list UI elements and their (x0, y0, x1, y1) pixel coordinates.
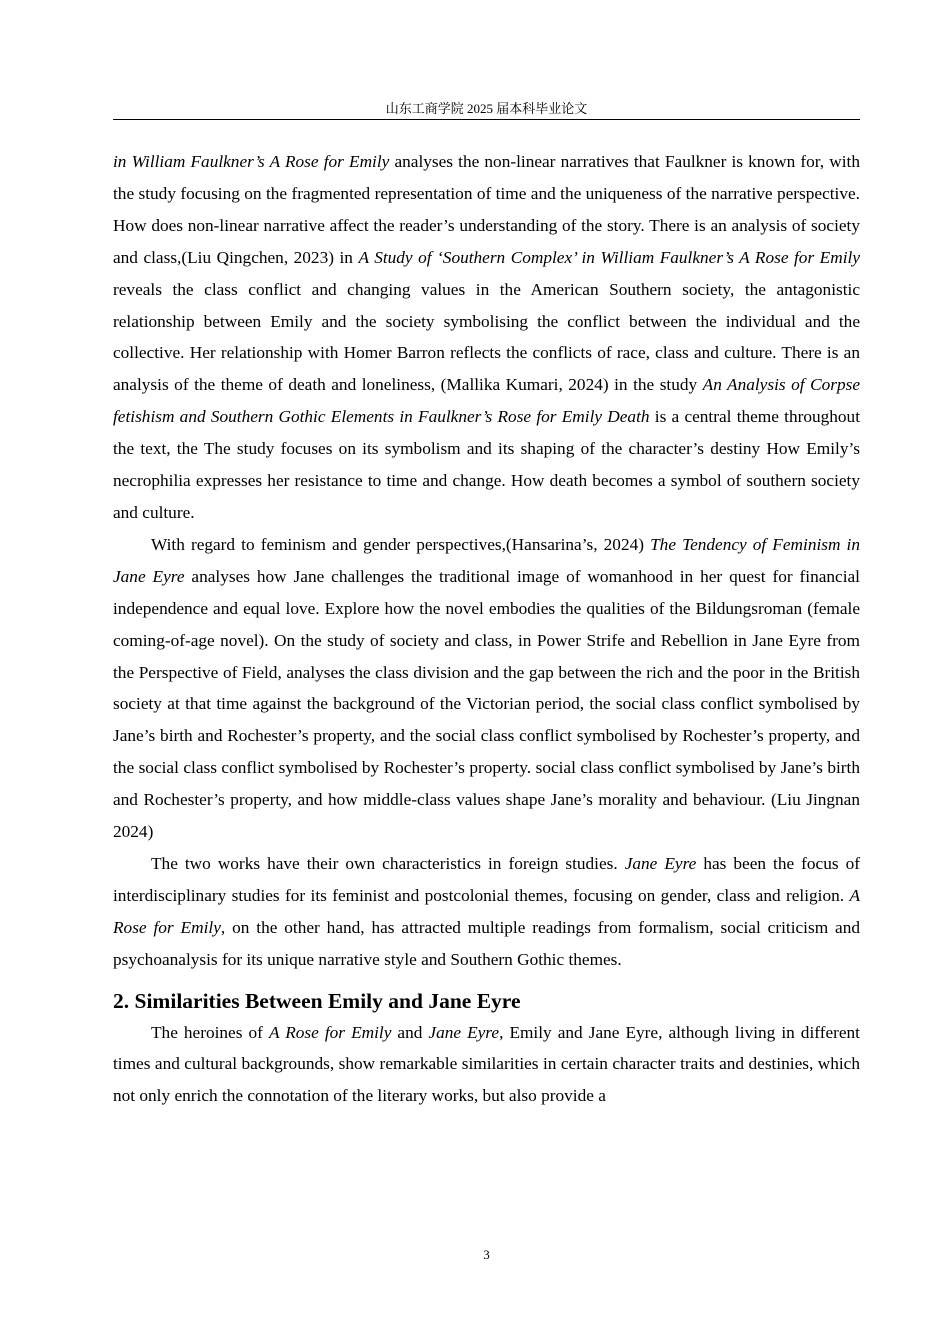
italic-title-run: The Tendency of Feminism in Jane Eyre (113, 534, 860, 586)
italic-title-run: A Rose for Emily (113, 885, 860, 937)
paragraph-1 (113, 146, 860, 529)
italic-title-run: An Analysis of Corpse fetishism and Southern Gothic Elements in Faulkner’s Rose for Emily Death (113, 375, 860, 427)
text-run: The heroines of (151, 1022, 269, 1042)
italic-title-run: in William Faulkner’s A Rose for Emily (113, 152, 390, 171)
italic-title-run: Jane Eyre (624, 853, 697, 873)
text-run: With regard to feminism and gender perspectives,(Hansarina’s, 2024) (151, 534, 651, 554)
paragraph-3 (113, 848, 860, 976)
text-run: analyses the non-linear narratives that Faulkner is known for, with the study focusing on the fragmented representation of time and the uniqueness of the narrative perspective. How does non-linear narrative affect the reader’s understanding of the story. There is an analysis of society and class,(Liu Qingchen, 2023) in (113, 152, 860, 267)
text-run: analyses how Jane challenges the traditional image of womanhood in her quest for financial independence and equal love. Explore how the novel embodies the qualities of the Bildungsroman (female coming-of-age novel). On the study of society and class, in Power Strife and Rebellion in Jane Eyre from the Perspective of Field, analyses the class division and the gap between the rich and the poor in the British society at that time against the background of the Victorian period, the social class conflict symbolised by Jane’s birth and Rochester’s property, and the social class conflict symbolised by Rochester’s property, and the social class conflict symbolised by Rochester’s property. social class conflict symbolised by Jane’s birth and Rochester’s property, and how middle-class values shape Jane’s morality and behaviour. (Liu Jingnan 2024) (113, 566, 860, 842)
running-header: 山东工商学院 2025 届本科毕业论文 (385, 101, 588, 116)
section-heading: 2. Similarities Between Emily and Jane Eyre (113, 988, 521, 1013)
italic-title-run: A Study of ‘Southern Complex’ in William Faulkner’s A Rose for Emily (358, 247, 860, 267)
section-paragraph-1 (113, 1017, 860, 1113)
text-run: reveals the class conflict and changing values in the American Southern society, the antagonistic relationship between Emily and the society symbolising the conflict between the individual and the collective. Her relationship with Homer Barron reflects the conflicts of race, class and culture. There is an analysis of the theme of death and loneliness, (Mallika Kumari, 2024) in the study (113, 279, 860, 395)
text-run: is a central theme throughout the text, the The study focuses on its symbolism and its shaping of the character’s destiny How Emily’s necrophilia expresses her resistance to time and change. How death becomes a symbol of southern society and culture. (113, 407, 860, 522)
text-run: and (391, 1022, 429, 1042)
page-number: 3 (483, 1247, 490, 1262)
body-text (113, 146, 860, 1112)
text-run: , on the other hand, has attracted multiple readings from formalism, social criticism and psychoanalysis for its unique narrative style and Southern Gothic themes. (113, 917, 860, 969)
header-rule (113, 119, 860, 120)
italic-title-run: Jane Eyre (428, 1022, 500, 1042)
text-run: has been the focus of interdisciplinary studies for its feminist and postcolonial themes, focusing on gender, class and religion. (113, 853, 861, 905)
paragraph-2 (113, 529, 860, 848)
italic-title-run: A Rose for Emily (268, 1022, 392, 1042)
text-run: , Emily and Jane Eyre, although living in different times and cultural backgrounds, show remarkable similarities in certain character traits and destinies, which not only enrich the connotation of the literary works, but also provide a (113, 1022, 860, 1106)
text-run: The two works have their own characteristics in foreign studies. (151, 853, 625, 873)
